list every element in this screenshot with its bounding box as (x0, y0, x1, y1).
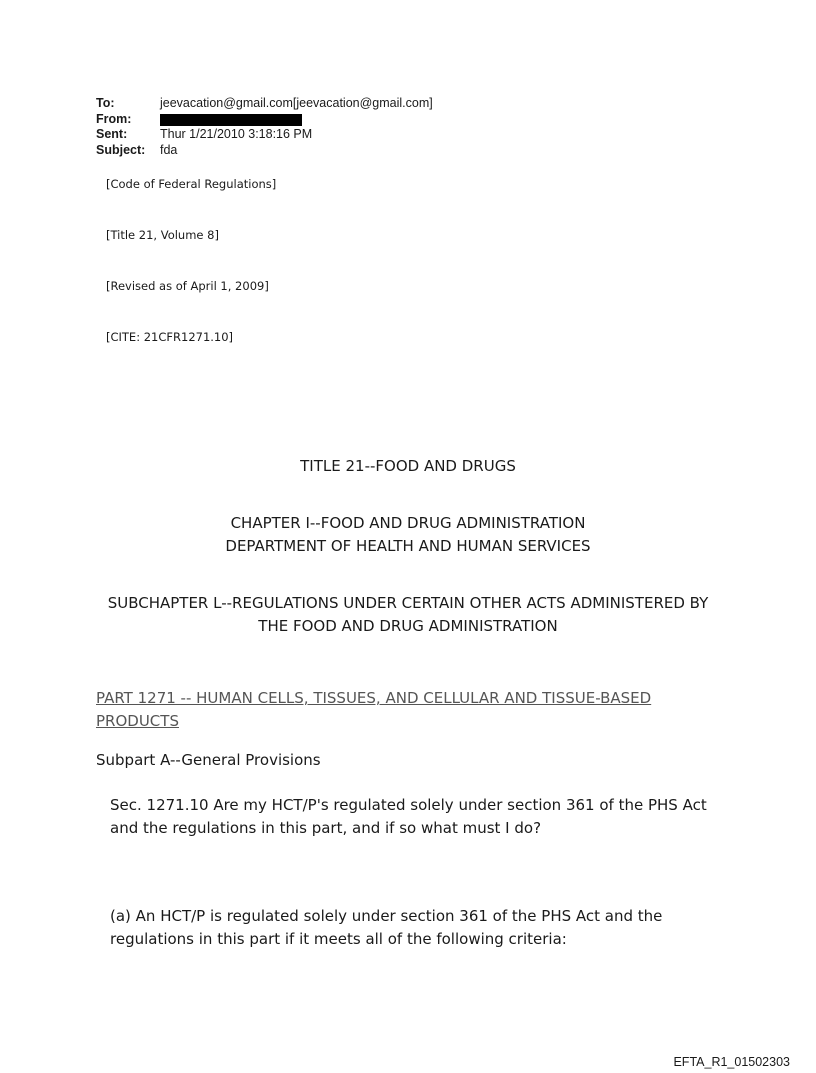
from-row (96, 112, 433, 128)
to-label: To: (96, 96, 115, 110)
revised-line: [Revised as of April 1, 2009] (106, 279, 269, 293)
subject-row (96, 143, 433, 159)
to-value: jeevacation@gmail.com[jeevacation@gmail.com] (160, 96, 433, 110)
cfr-line: [Code of Federal Regulations] (106, 177, 277, 191)
chapter-heading-line2: DEPARTMENT OF HEALTH AND HUMAN SERVICES (225, 537, 591, 555)
subject-value: fda (160, 142, 178, 157)
bates-number: EFTA_R1_01502303 (673, 1055, 790, 1069)
title-volume-line: [Title 21, Volume 8] (106, 228, 219, 242)
email-header (96, 96, 433, 158)
from-label: From: (96, 111, 132, 126)
subpart-heading: Subpart A--General Provisions (96, 751, 321, 769)
subchapter-heading-line1: SUBCHAPTER L--REGULATIONS UNDER CERTAIN OTHER ACTS ADMINISTERED BY (107, 594, 709, 612)
sent-row (96, 127, 433, 143)
paragraph-a: (a) An HCT/P is regulated solely under section 361 of the PHS Act and the regulations in this part if it meets all of the following criteria: (110, 907, 663, 948)
redaction-bar (160, 114, 302, 126)
section-heading: Sec. 1271.10 Are my HCT/P's regulated solely under section 361 of the PHS Act and the regulations in this part, and if so what must I do? (110, 796, 707, 837)
subchapter-heading-line2: THE FOOD AND DRUG ADMINISTRATION (258, 617, 558, 635)
chapter-heading-line1: CHAPTER I--FOOD AND DRUG ADMINISTRATION (230, 514, 586, 532)
part-heading: PART 1271 -- HUMAN CELLS, TISSUES, AND CELLULAR AND TISSUE-BASED PRODUCTS (96, 689, 652, 730)
cite-line: [CITE: 21CFR1271.10] (106, 330, 234, 344)
title-heading: TITLE 21--FOOD AND DRUGS (300, 457, 516, 475)
sent-value: Thur 1/21/2010 3:18:16 PM (160, 127, 313, 141)
to-row (96, 96, 433, 112)
sent-label: Sent: (96, 127, 128, 141)
subject-label: Subject: (96, 142, 146, 157)
